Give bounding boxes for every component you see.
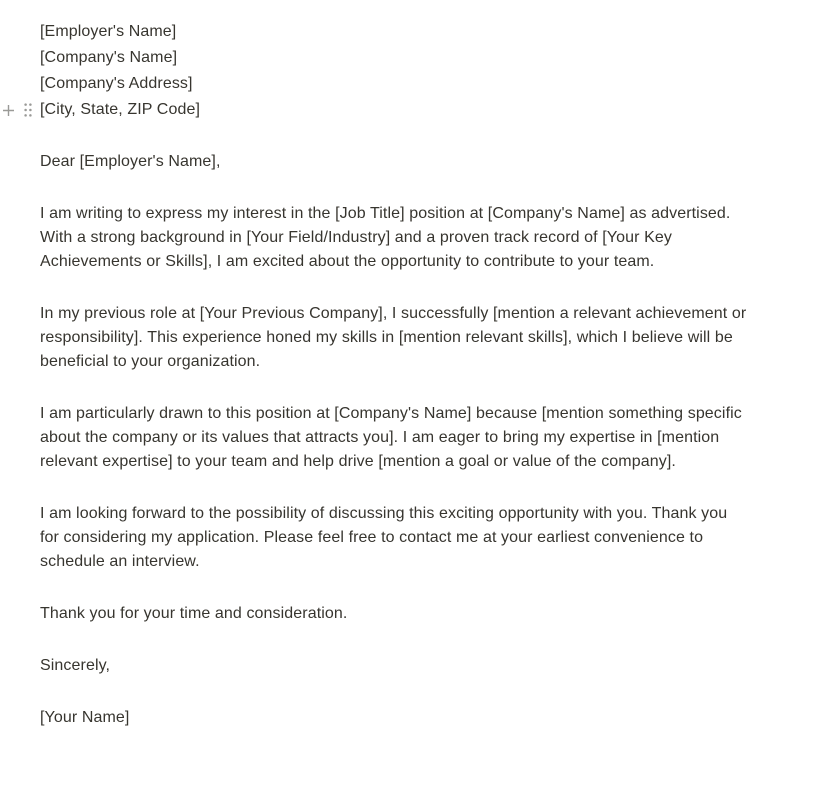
text-line[interactable]: schedule an interview. bbox=[40, 553, 200, 570]
block-controls bbox=[2, 103, 32, 117]
text-line[interactable]: beneficial to your organization. bbox=[40, 353, 261, 370]
text-line[interactable]: [Your Name] bbox=[40, 709, 130, 726]
text-block-company-name[interactable] bbox=[40, 46, 809, 70]
text-line[interactable]: [City, State, ZIP Code] bbox=[40, 101, 200, 118]
text-block-signature-name[interactable] bbox=[40, 706, 809, 730]
text-line[interactable]: With a strong background in [Your Field/Industry] and a proven track record of [Your Key bbox=[40, 229, 672, 246]
text-line[interactable]: for considering my application. Please feel free to contact me at your earliest convenience to bbox=[40, 529, 704, 546]
text-line[interactable]: I am looking forward to the possibility of discussing this exciting opportunity with you. Thank you bbox=[40, 505, 728, 522]
text-line[interactable]: I am writing to express my interest in the [Job Title] position at [Company's Name] as advertised. bbox=[40, 205, 731, 222]
text-block-thanks[interactable] bbox=[40, 602, 809, 626]
text-line[interactable]: Achievements or Skills], I am excited about the opportunity to contribute to your team. bbox=[40, 253, 655, 270]
add-block-button[interactable] bbox=[2, 104, 15, 117]
text-line[interactable]: I am particularly drawn to this position at [Company's Name] because [mention something specific bbox=[40, 405, 742, 422]
empty-block[interactable] bbox=[40, 276, 809, 300]
empty-block[interactable] bbox=[40, 576, 809, 600]
text-line[interactable]: relevant expertise] to your team and help drive [mention a goal or value of the company]. bbox=[40, 453, 676, 470]
empty-block[interactable] bbox=[40, 176, 809, 200]
text-line[interactable]: [Company's Name] bbox=[40, 49, 178, 66]
text-block-city-state-zip[interactable] bbox=[40, 98, 809, 122]
text-line[interactable]: [Company's Address] bbox=[40, 75, 193, 92]
text-block-signoff[interactable] bbox=[40, 654, 809, 678]
text-block-company-address[interactable] bbox=[40, 72, 809, 96]
drag-handle[interactable] bbox=[24, 103, 32, 117]
empty-block[interactable] bbox=[40, 124, 809, 148]
text-block-paragraph-motivation[interactable] bbox=[40, 402, 809, 474]
text-line[interactable]: Dear [Employer's Name], bbox=[40, 153, 221, 170]
text-block-recipient-name[interactable] bbox=[40, 20, 809, 44]
text-block-paragraph-intro[interactable] bbox=[40, 202, 809, 274]
six-dot-grip-icon bbox=[24, 103, 32, 117]
empty-block[interactable] bbox=[40, 680, 809, 704]
text-line[interactable]: Thank you for your time and consideration. bbox=[40, 605, 348, 622]
plus-icon bbox=[2, 104, 15, 117]
empty-block[interactable] bbox=[40, 376, 809, 400]
text-line[interactable]: responsibility]. This experience honed my skills in [mention relevant skills], which I believe will be bbox=[40, 329, 733, 346]
empty-block[interactable] bbox=[40, 476, 809, 500]
text-block-salutation[interactable] bbox=[40, 150, 809, 174]
text-block-paragraph-closing[interactable] bbox=[40, 502, 809, 574]
text-block-paragraph-experience[interactable] bbox=[40, 302, 809, 374]
text-line[interactable]: In my previous role at [Your Previous Company], I successfully [mention a relevant achievement or bbox=[40, 305, 747, 322]
text-line[interactable]: Sincerely, bbox=[40, 657, 111, 674]
text-line[interactable]: [Employer's Name] bbox=[40, 23, 177, 40]
text-line[interactable]: about the company or its values that attracts you]. I am eager to bring my expertise in [mention bbox=[40, 429, 720, 446]
empty-block[interactable] bbox=[40, 628, 809, 652]
